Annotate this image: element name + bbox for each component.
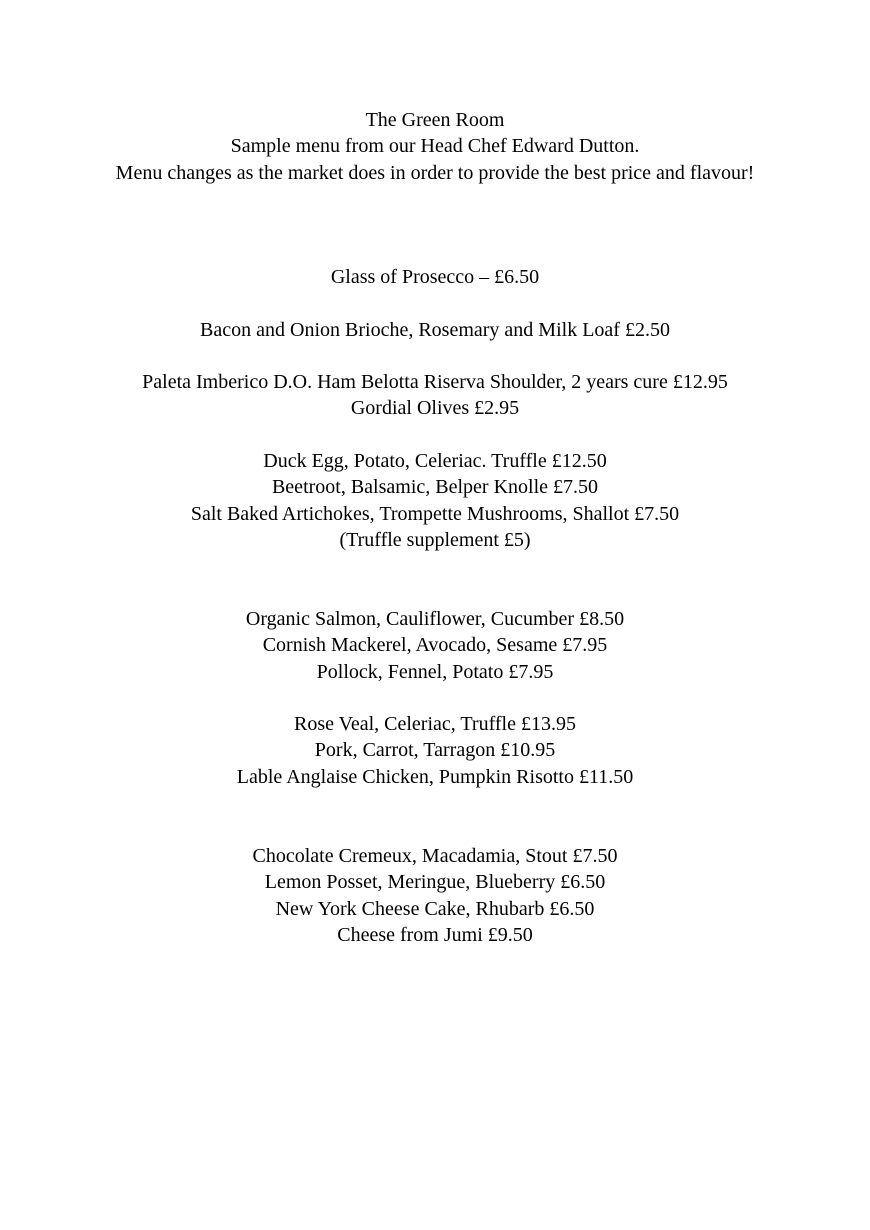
section-starters [0,448,870,553]
menu-item: Beetroot, Balsamic, Belper Knolle £7.50 [271,476,599,499]
menu-item: Pork, Carrot, Tarragon £10.95 [314,739,556,762]
section-fish [0,606,870,685]
menu-item: Chocolate Cremeux, Macadamia, Stout £7.50 [252,845,618,867]
menu-item: Gordial Olives £2.95 [350,397,520,420]
section-drink [0,264,870,290]
menu-item: Lable Anglaise Chicken, Pumpkin Risotto £11.50 [236,765,634,788]
menu-subtitle: Sample menu from our Head Chef Edward Dutton. [230,135,640,158]
menu-item: Pollock, Fennel, Potato £7.95 [316,660,554,683]
menu-item: Bacon and Onion Brioche, Rosemary and Milk Loaf £2.50 [200,319,670,341]
menu-item: Salt Baked Artichokes, Trompette Mushrooms, Shallot £7.50 [190,502,680,525]
menu-item: Organic Salmon, Cauliflower, Cucumber £8.50 [245,608,625,630]
menu-item: New York Cheese Cake, Rhubarb £6.50 [275,897,595,920]
section-ham [0,369,870,422]
menu-item: Lemon Posset, Meringue, Blueberry £6.50 [264,871,606,894]
section-meat [0,711,870,790]
menu-item: Duck Egg, Potato, Celeriac. Truffle £12.50 [263,450,607,472]
restaurant-title: The Green Room [365,109,505,131]
menu-header [0,107,870,186]
section-bread [0,317,870,343]
menu-item: Cheese from Jumi £9.50 [337,923,533,946]
section-desserts [0,843,870,948]
menu-item: Cornish Mackerel, Avocado, Sesame £7.95 [262,634,608,657]
menu-item: Rose Veal, Celeriac, Truffle £13.95 [293,713,576,735]
menu-item: Paleta Imberico D.O. Ham Belotta Riserva Shoulder, 2 years cure £12.95 [142,371,728,393]
menu-item: Glass of Prosecco – £6.50 [330,266,540,288]
menu-item-note: (Truffle supplement £5) [339,528,531,551]
menu-note: Menu changes as the market does in order to provide the best price and flavour! [115,161,755,184]
